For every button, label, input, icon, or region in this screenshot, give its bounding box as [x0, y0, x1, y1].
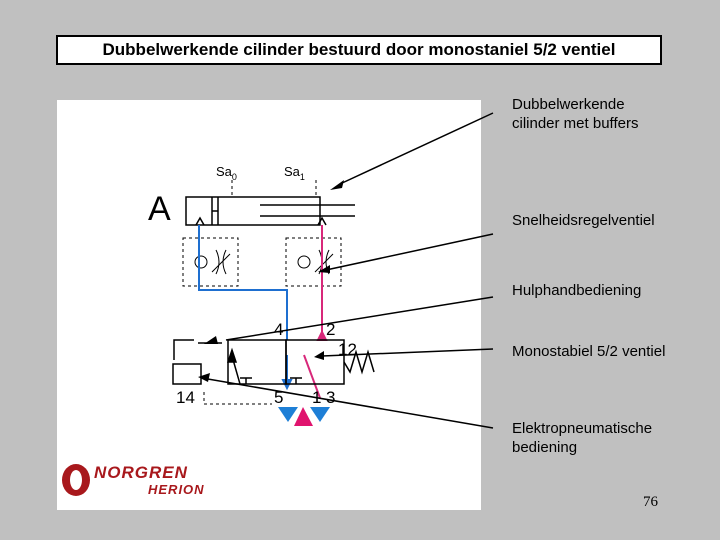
slide-title: Dubbelwerkende cilinder bestuurd door monostaniel 5/2 ventiel [56, 35, 662, 65]
norgren-logo-mark-icon [62, 464, 90, 496]
sensor-sa0-label: $Sa_0$ [216, 164, 237, 182]
label-cilinder-line2: cilinder met buffers [512, 115, 639, 132]
label-cilinder [512, 95, 638, 133]
port-5: 5 [274, 388, 284, 407]
port-1: 1 [312, 388, 322, 407]
port-14: 14 [176, 388, 195, 407]
exhaust-right-icon [310, 407, 330, 422]
blue-line [199, 225, 291, 388]
exhaust-left-icon [278, 407, 298, 422]
speed-valve-left [183, 238, 238, 286]
label-elektropneumatische [512, 419, 652, 457]
supply-icon [294, 407, 313, 426]
label-monostabiel: Monostabiel 5/2 ventiel [512, 343, 666, 360]
speed-valve-right [286, 238, 341, 286]
sensor-marks [232, 180, 316, 195]
cylinder-letter: A [148, 190, 171, 228]
label-elektro-line2: bediening [512, 439, 578, 456]
label-cilinder-line1: Dubbelwerkende [512, 96, 625, 113]
port-4: 4 [274, 320, 284, 339]
label-hulphandbediening: Hulphandbediening [512, 282, 642, 299]
sensor-sa1-label: $Sa_1$ [284, 164, 305, 182]
norgren-herion-logo [62, 462, 212, 500]
pink-line [304, 225, 326, 398]
port-12: 12 [338, 340, 357, 359]
port-3: 3 [326, 388, 336, 407]
label-elektro-line1: Elektropneumatische [512, 420, 653, 437]
logo-text-norgren: NORGREN [94, 463, 188, 482]
page-number: 76 [643, 494, 658, 510]
label-snelheidsregelventiel: Snelheidsregelventiel [512, 212, 655, 229]
logo-text-herion: HERION [148, 482, 205, 497]
cylinder [186, 197, 355, 225]
valve-dashed-base [204, 392, 272, 404]
port-2: 2 [326, 320, 336, 339]
